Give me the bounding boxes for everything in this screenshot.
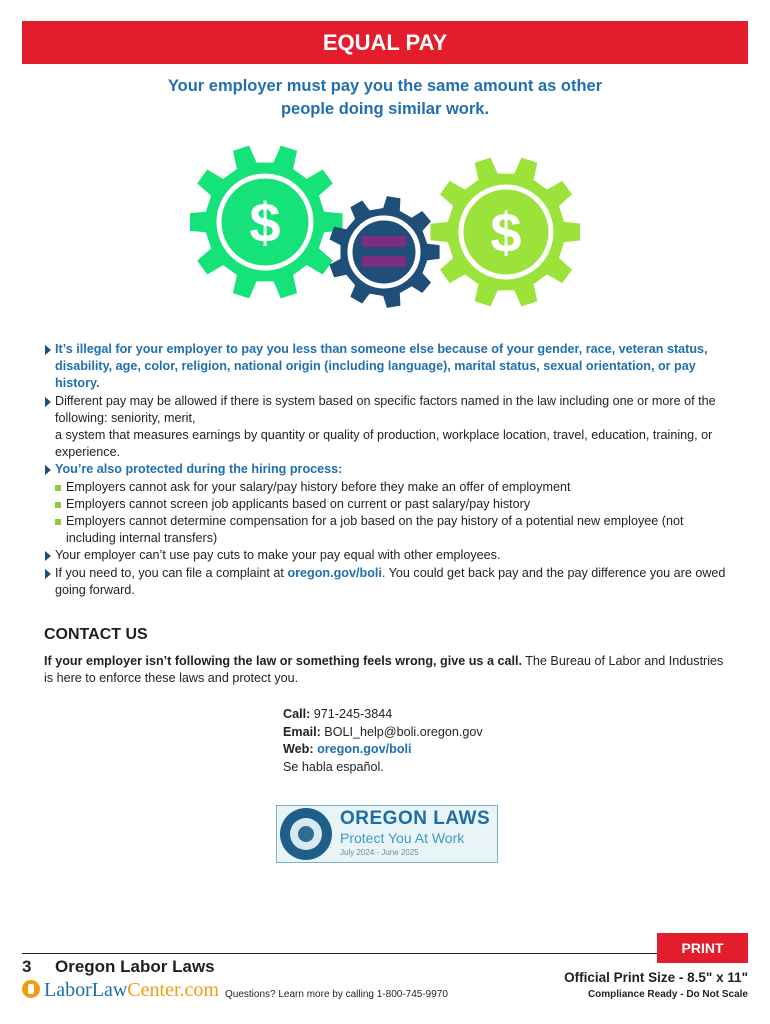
- bullet-text: Your employer can’t use pay cuts to make your pay equal with other employees.: [55, 548, 501, 563]
- email-label: Email:: [283, 724, 321, 739]
- laborlawcenter-pin-icon: [22, 980, 40, 998]
- list-item: [44, 547, 734, 564]
- bullet-text: It’s illegal for your employer to pay you less than someone else because of your gender, race, veteran status, disability, age, color, religion, national origin (including language), marital status, sexual orientation, or pay history.: [55, 342, 708, 391]
- seal-center: [298, 826, 314, 842]
- brand-part-2: Center.com: [127, 979, 219, 1001]
- bullet-text-continued: a system that measures earnings by quantity or quality of production, workplace location, travel, education, training, or experience.: [55, 428, 713, 460]
- list-item: [44, 565, 734, 599]
- contact-heading: CONTACT US: [44, 626, 148, 643]
- sub-bullet-text: Employers cannot determine compensation for a job based on the pay history of a potential new employee (not including internal transfers): [66, 514, 684, 546]
- official-print-size: Official Print Size - 8.5" x 11": [564, 970, 748, 985]
- laborlawcenter-logo[interactable]: [22, 979, 219, 1002]
- badge-title: OREGON LAWS: [340, 808, 491, 829]
- questions-note: Questions? Learn more by calling 1-800-745-9970: [225, 989, 448, 1000]
- sub-list-item: [44, 496, 734, 513]
- bullet-text: If you need to, you can file a complaint at: [55, 565, 288, 580]
- brand-part-1: LaborLaw: [44, 979, 128, 1001]
- contact-intro-text: The Bureau of Labor and Industries is here to enforce these laws and protect you.: [44, 654, 724, 686]
- list-item: [44, 341, 734, 393]
- left-gear-dollar: $: [249, 191, 281, 254]
- footer-divider: [22, 953, 748, 954]
- page-title-banner: [22, 21, 748, 64]
- contact-web: [283, 741, 483, 759]
- sub-bullet-square-icon: [55, 485, 61, 491]
- subtitle-line-2: people doing similar work.: [280, 100, 490, 118]
- sub-bullet-square-icon: [55, 519, 61, 525]
- right-gear-icon: [431, 158, 581, 307]
- list-item: [44, 393, 734, 462]
- contact-details: [283, 706, 483, 776]
- equals-bar-top: [362, 236, 406, 247]
- bullet-text-continued: . You could get back pay and the pay difference you are owed going forward.: [55, 565, 726, 597]
- center-gear-icon: [329, 196, 439, 308]
- rights-list: [44, 341, 734, 599]
- oregon-laws-badge: [276, 805, 498, 863]
- gear-hub: [350, 218, 418, 286]
- spanish-note: Se habla español.: [283, 759, 384, 774]
- sub-list-item: [44, 479, 734, 496]
- sub-bullet-square-icon: [55, 502, 61, 508]
- left-gear-icon: [190, 146, 343, 299]
- email-value[interactable]: BOLI_help@boli.oregon.gov: [320, 724, 483, 739]
- right-gear-dollar: $: [490, 201, 522, 264]
- equals-bar-bottom: [362, 256, 406, 267]
- bullet-arrow-icon: [45, 569, 51, 579]
- contact-email: [283, 724, 483, 742]
- sub-bullet-text: Employers cannot ask for your salary/pay history before they make an offer of employment: [66, 479, 571, 494]
- page-subtitle: [60, 75, 710, 121]
- call-value[interactable]: 971-245-3844: [310, 707, 393, 721]
- equal-pay-gears-illustration: [190, 144, 580, 319]
- contact-call: [283, 706, 483, 724]
- call-label: Call:: [283, 707, 311, 721]
- contact-intro-bold: If your employer isn’t following the law or something feels wrong, give us a call.: [44, 654, 522, 668]
- sub-bullet-text: Employers cannot screen job applicants based on current or past salary/pay history: [66, 496, 531, 511]
- contact-intro: [44, 653, 734, 687]
- page-number: 3: [22, 957, 32, 976]
- bullet-arrow-icon: [45, 397, 51, 407]
- boli-link[interactable]: oregon.gov/boli: [287, 565, 382, 580]
- boli-seal-icon: [280, 808, 332, 860]
- bullet-arrow-icon: [45, 551, 51, 561]
- badge-subtitle: Protect You At Work: [340, 830, 465, 846]
- badge-dates: July 2024 - June 2025: [340, 848, 419, 857]
- list-item: [44, 461, 734, 478]
- footer-title: Oregon Labor Laws: [55, 957, 215, 976]
- subtitle-line-1: Your employer must pay you the same amount as other: [167, 77, 603, 95]
- sub-list-item: [44, 513, 734, 547]
- print-button[interactable]: PRINT: [657, 933, 748, 963]
- compliance-ready-note: Compliance Ready - Do Not Scale: [587, 989, 748, 1000]
- web-link[interactable]: oregon.gov/boli: [317, 742, 412, 756]
- page-title: EQUAL PAY: [322, 30, 448, 55]
- bullet-arrow-icon: [45, 345, 51, 355]
- web-label: Web:: [283, 742, 314, 756]
- bullet-text: Different pay may be allowed if there is system based on specific factors named in the law including one or more of the following: seniority, merit,: [55, 393, 716, 425]
- bullet-text: You’re also protected during the hiring process:: [55, 462, 343, 477]
- bullet-arrow-icon: [45, 465, 51, 475]
